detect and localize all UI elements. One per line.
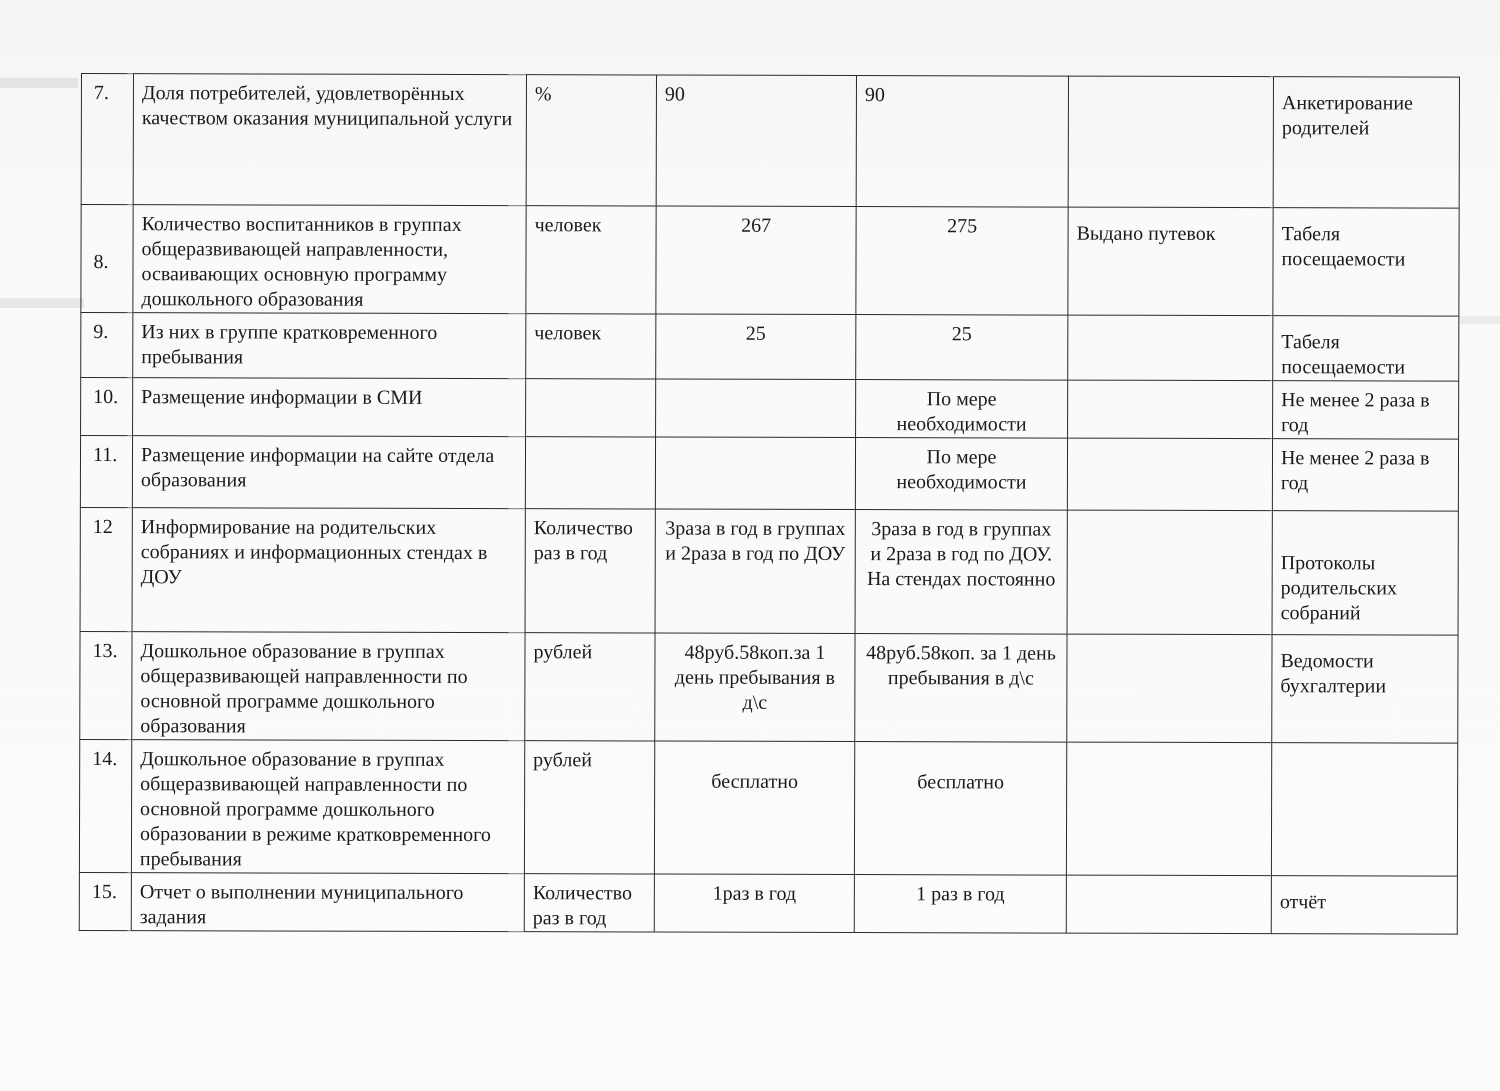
info-source: Табеля посещаемости	[1273, 316, 1459, 381]
deviation-reason	[1068, 76, 1273, 208]
planned-value: 90	[656, 75, 856, 207]
deviation-reason	[1067, 438, 1272, 511]
actual-value: 1 раз в год	[854, 875, 1066, 934]
table-row	[81, 378, 1459, 440]
scan-artifact-left-mid	[0, 298, 84, 308]
planned-value: 25	[656, 314, 856, 380]
unit-cell: человек	[526, 206, 656, 314]
deviation-reason	[1066, 742, 1271, 876]
info-source: Ведомости бухгалтерии	[1272, 635, 1458, 743]
indicator-name: Отчет о выполнении муниципального задания	[131, 873, 524, 932]
row-number: 8.	[81, 205, 133, 313]
unit-cell: рублей	[524, 741, 654, 874]
row-number: 15.	[79, 872, 131, 930]
deviation-reason	[1067, 510, 1272, 635]
info-source: Табеля посещаемости	[1273, 208, 1459, 316]
actual-value-line-2: На стендах постоянно	[866, 568, 1056, 591]
actual-value: бесплатно	[854, 742, 1066, 876]
row-number: 11.	[80, 436, 132, 508]
planned-value: 267	[656, 206, 856, 315]
planned-value: 3раза в год в группах и 2раза в год по ДОУ	[655, 509, 855, 634]
actual-value: 90	[856, 76, 1068, 208]
indicator-name: Количество воспитанников в группах общеразвивающей направленности, осваивающих основную программу дошкольного образования	[133, 205, 526, 314]
info-source: Протоколы родительских собраний	[1272, 511, 1458, 635]
table-row	[80, 631, 1458, 743]
municipal-task-table	[79, 73, 1460, 935]
indicator-name: Информирование на родительских собраниях и информационных стендах в ДОУ	[132, 508, 525, 633]
planned-value	[655, 437, 855, 510]
actual-value: По мере необходимости	[855, 438, 1067, 511]
unit-cell	[526, 379, 656, 437]
row-number: 13.	[80, 631, 132, 739]
unit-cell: рублей	[525, 633, 655, 741]
scan-artifact-right-mid	[1460, 316, 1500, 324]
unit-cell	[525, 437, 655, 509]
indicator-name: Размещение информации в СМИ	[133, 378, 526, 437]
planned-value: бесплатно	[654, 741, 854, 875]
table-row	[81, 74, 1459, 209]
indicator-name: Доля потребителей, удовлетворённых качеством оказания муниципальной услуги	[133, 74, 526, 206]
indicator-name: Из них в группе кратковременного пребывания	[133, 313, 526, 379]
report-table-wrapper	[79, 73, 1459, 930]
info-source: Не менее 2 раза в год	[1273, 381, 1459, 439]
unit-cell: %	[526, 75, 656, 206]
row-number: 10.	[81, 378, 133, 436]
indicator-name: Размещение информации на сайте отдела образования	[132, 436, 525, 509]
actual-value: 25	[856, 315, 1068, 381]
table-row	[79, 739, 1457, 876]
planned-value: 48руб.58коп.за 1 день пребывания в д\с	[655, 633, 855, 742]
row-number: 12	[80, 507, 132, 631]
unit-cell: человек	[526, 314, 656, 379]
actual-value: 275	[856, 207, 1068, 316]
unit-cell: Количество раз в год	[524, 874, 654, 932]
planned-value: 1раз в год	[654, 874, 854, 933]
info-source: Не менее 2 раза в год	[1272, 439, 1458, 511]
deviation-reason	[1068, 380, 1273, 439]
table-row	[81, 313, 1459, 382]
table-row	[80, 507, 1458, 635]
unit-cell: Количество раз в год	[525, 509, 655, 633]
table-row	[81, 205, 1459, 317]
planned-value	[656, 379, 856, 438]
scan-artifact-left-top	[0, 78, 78, 88]
info-source	[1271, 743, 1457, 876]
info-source: Анкетирование родителей	[1273, 77, 1459, 208]
deviation-reason	[1066, 875, 1271, 934]
deviation-reason	[1067, 634, 1272, 743]
actual-value: 48руб.58коп. за 1 день пребывания в д\с	[855, 634, 1067, 743]
row-number: 9.	[81, 313, 133, 378]
indicator-name: Дошкольное образование в группах общеразвивающей направленности по основной программе дошкольного образования	[132, 632, 525, 741]
actual-value	[855, 510, 1067, 635]
info-source: отчёт	[1271, 876, 1457, 934]
deviation-reason	[1068, 315, 1273, 381]
row-number: 14.	[79, 739, 131, 872]
actual-value-line-1: 3раза в год в группах и 2раза в год по ДОУ.	[870, 518, 1053, 566]
table-row	[79, 872, 1457, 934]
actual-value: По мере необходимости	[856, 380, 1068, 439]
indicator-name: Дошкольное образование в группах общеразвивающей направленности по основной программе дошкольного образовании в режиме кратковременного пребывания	[131, 740, 524, 874]
deviation-reason: Выдано путевок	[1068, 207, 1273, 316]
row-number: 7.	[81, 74, 133, 205]
table-row	[80, 436, 1458, 512]
